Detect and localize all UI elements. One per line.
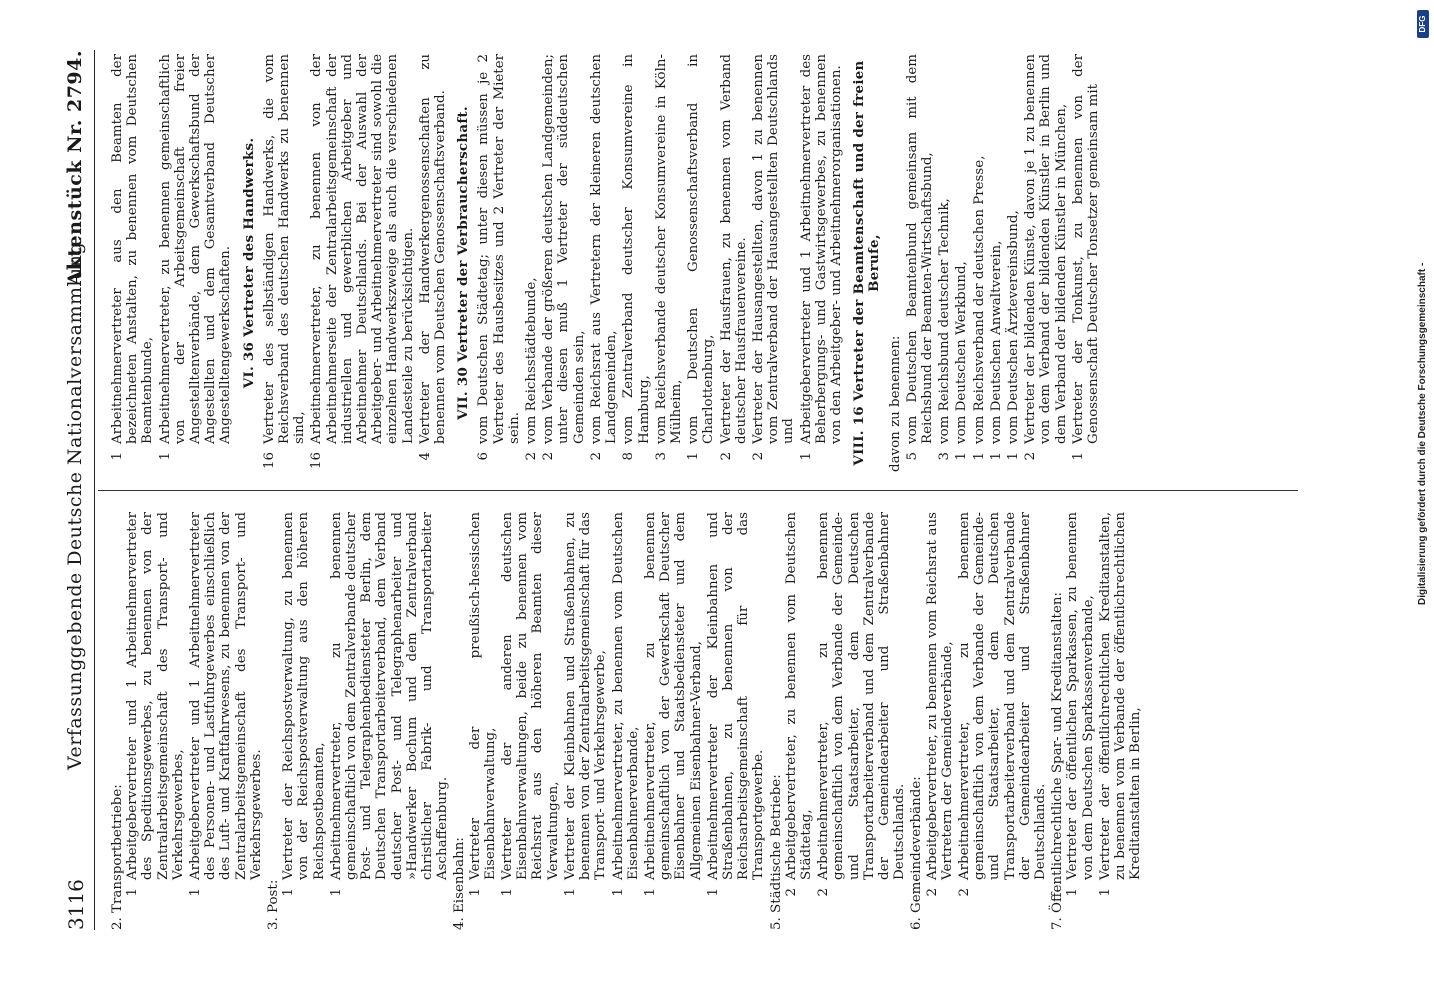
list-item: [329, 512, 451, 930]
list-item: [643, 512, 704, 930]
item-count: 1: [562, 888, 578, 897]
item-text: Arbeitnehmervertreter, zu benennen gemeinschaftlich von dem Verbande der Gemeinde- und Staatsarbeiter, dem Deutschen Transportarbeiterverband und dem Zentralverbande der Gemeindearbeiter und Straßenbahner Deutschlands.: [956, 512, 1048, 880]
list-item: [654, 54, 684, 472]
list-item: [784, 512, 814, 930]
page-number: 3116: [64, 879, 88, 930]
item-count: 2: [750, 452, 766, 461]
item-text: Vertreter der Handwerkergenossenschaften zu benennen vom Deutschen Genossenschaftsverband.: [417, 54, 449, 444]
item-count: 1: [188, 888, 204, 897]
item-count: 1: [954, 452, 970, 461]
list-item: [309, 54, 415, 472]
list-item: [468, 512, 498, 930]
list-item: [611, 512, 641, 930]
section-heading-civil-service: VIII. 16 Vertreter der Beamtenschaft und der freien Berufe,: [851, 60, 883, 466]
section-title: 5. Städtische Betriebe:: [768, 774, 784, 930]
list-item: [937, 54, 952, 472]
item-count: 16: [309, 452, 325, 470]
item-count: 1: [328, 888, 344, 897]
list-item: [686, 54, 716, 472]
list-item: [751, 54, 797, 472]
right-column: [110, 54, 1103, 472]
section-municipal-enterprises: [769, 512, 908, 930]
item-text: Vertreter der Hausangestellten, davon 1 zu benennen vom Zentralverband der Hausangestellten Deutschlands und: [750, 54, 797, 444]
item-text: Arbeitnehmervertreter, zu benennen gemeinschaftlich von der Arbeitsgemeinschaft freier Angestelltenverbände, dem Gewerkschaftsbund der Angestellten und dem Gesamtverband Deutscher Angestelltengewerkschaften.: [157, 54, 234, 444]
list-item: [1065, 512, 1095, 930]
item-count: 2: [524, 452, 540, 461]
item-count: 1: [686, 452, 702, 461]
item-count: 5: [904, 452, 920, 461]
item-text: Arbeitnehmervertreter, zu benennen gemeinschaftlich von dem Zentralverbande deutscher Post- und Telegraphenbediensteter Berlin, dem Deutschen Transportarbeiterverband, dem Verband deutscher Post- und Telegraphenarbeiter und »Handwerker Bochum und dem Zentralverband christlicher Fabrik- und Transportarbeiter Aschaffenburg.: [328, 512, 451, 880]
item-count: 1: [500, 888, 516, 897]
item-count: 3: [653, 452, 669, 461]
item-count: 1: [1065, 888, 1081, 897]
list-item: [719, 54, 749, 472]
item-text: Arbeitgebervertreter und 1 Arbeitnehmervertreter des Beherbergungs- und Gastwirtsgewerbes, zu benennen von den Arbeitgeber- und Arbeitnehmerorganisationen.: [798, 54, 844, 444]
item-count: 16: [261, 452, 277, 470]
item-count: 1: [705, 888, 721, 897]
section-heading-consumers: VII. 30 Vertreter der Verbraucherschaft.: [455, 106, 472, 420]
item-count: 1: [1097, 888, 1113, 897]
item-text: Arbeitnehmervertreter, zu benennen von der Arbeitnehmerseite der Zentralarbeitsgemeinschaft der industriellen und gewerblichen Arbeitgeber und Arbeitnehmer Deutschlands. Bei der Auswahl der Arbeitgeber- und Arbeitnehmervertreter sind sowohl die einzelnen Handwerkszweige als auch die verschiedenen Landesteile zu berücksichtigen.: [309, 54, 416, 444]
section-title: 7. Öffentlichrechtliche Spar- und Kreditanstalten:: [1050, 592, 1066, 930]
item-count: 2: [783, 888, 799, 897]
list-item: [706, 512, 767, 930]
item-text: Vertreter der bildenden Künste, davon je 1 zu benennen von dem Verband der bildenden Künstler in Berlin und dem Verband der bildenden Künstler in München,: [1023, 54, 1069, 444]
list-item: [418, 54, 448, 472]
section-post: [266, 512, 450, 930]
item-text: Vertreter der Hausfrauen, zu benennen vom Verband deutscher Hausfrauenvereine.: [718, 54, 749, 444]
item-count: 2: [956, 888, 972, 897]
list-item: [816, 512, 907, 930]
list-item: [500, 512, 561, 930]
item-text: vom Reichsverband der deutschen Presse,: [971, 155, 987, 444]
item-text: Arbeitnehmervertreter aus den Beamten der bezeichneten Anstalten, zu benennen vom Deutschen Beamtenbunde,: [110, 54, 156, 444]
digitization-credit: [1415, 10, 1429, 990]
item-text: Arbeitnehmervertreter, zu benennen vom Deutschen Eisenbahnerverbande,: [610, 512, 641, 880]
section-heading-crafts: VI. 36 Vertreter des Handwerks.: [240, 137, 257, 389]
item-count: 4: [417, 452, 433, 461]
list-item: [158, 54, 234, 472]
item-text: vom Zentralverband deutscher Konsumvereine in Hamburg,: [621, 54, 652, 444]
list-item: [541, 54, 587, 472]
list-item: [589, 54, 619, 472]
column-divider: [98, 490, 1298, 491]
item-text: Arbeitgebervertreter, zu benennen vom Deutschen Städtetag,: [783, 512, 814, 880]
item-count: 1: [642, 888, 658, 897]
section-transport: [110, 512, 264, 930]
item-count: 1: [125, 888, 141, 897]
list-item: [957, 512, 1048, 930]
list-item: [125, 512, 186, 930]
item-count: 2: [588, 452, 604, 461]
item-text: vom Verbande der größeren deutschen Landgemeinden; unter diesen muß 1 Vertreter der süddeutschen Gemeinden sein,: [541, 54, 587, 444]
item-count: 1: [988, 452, 1004, 461]
list-item: [1071, 54, 1101, 472]
item-text: Vertreter der Tonkunst, zu benennen von der Genossenschaft Deutscher Tonsetzer gemeinsam mit: [1070, 54, 1101, 444]
item-count: 1: [610, 888, 626, 897]
page-content: [58, 50, 1358, 930]
item-text: vom Reichsverbande deutscher Konsumvereine in Köln-Mülheim,: [653, 54, 684, 444]
item-text: vom Deutschen Anwaltverein,: [988, 240, 1004, 444]
item-count: 3: [937, 452, 953, 461]
dfg-logo: [1417, 10, 1429, 38]
item-text: Vertreter der öffentlichen Sparkassen, zu benennen von dem Deutschen Sparkassenverbande,: [1065, 512, 1096, 880]
item-text: vom Deutschen Genossenschaftsverband in Charlottenburg,: [686, 54, 717, 444]
item-count: 2: [541, 452, 557, 461]
list-item: [972, 54, 987, 472]
item-count: 1: [467, 888, 483, 897]
item-count: 1: [1005, 452, 1021, 461]
list-item: [621, 54, 651, 472]
section-title: 4. Eisenbahn:: [452, 837, 468, 930]
item-text: vom Deutschen Beamtenbund gemeinsam mit dem Reichsbund der Beamten-Wirtschaftsbund,: [904, 54, 935, 444]
item-count: 1: [971, 452, 987, 461]
item-text: vom Reichsrat aus Vertretern der kleineren deutschen Landgemeinden,: [588, 54, 620, 444]
list-item: [476, 54, 522, 472]
item-text: Arbeitnehmervertreter, zu benennen gemeinschaftlich von der Gewerkschaft Deutscher Eisenbahner und Staatsbediensteter und dem Allgemeinen Eisenbahner-Verband,: [642, 512, 704, 880]
list-item: [1098, 512, 1144, 930]
item-count: 2: [1023, 452, 1039, 461]
item-text: Vertreter der Reichspostverwaltung, zu benennen von der Reichspostverwaltung aus den höheren Reichspostbeamten,: [281, 512, 327, 880]
list-item: [524, 54, 539, 472]
running-title: Verfassunggebende Deutsche Nationalversammlung.: [64, 235, 86, 770]
list-item: [262, 54, 308, 472]
list-item: [925, 512, 955, 930]
list-item: [281, 512, 327, 930]
item-count: 1: [798, 452, 814, 461]
list-item: [989, 54, 1004, 472]
section-title: 6. Gemeindeverbände:: [909, 776, 925, 930]
item-count: 1: [1070, 452, 1086, 461]
item-text: Vertreter des selbständigen Handwerks, die vom Reichsverband des deutschen Handwerks zu benennen sind,: [261, 54, 308, 444]
section-note: davon zu benennen:: [887, 335, 903, 472]
item-text: vom Reichsbund deutscher Technik,: [937, 198, 953, 444]
item-text: vom Deutschen Werkbund,: [954, 261, 970, 444]
item-count: 2: [924, 888, 940, 897]
document-page: [0, 10, 1395, 990]
list-item: [799, 54, 845, 472]
item-text: Vertreter der Kleinbahnen und Straßenbahnen, zu benennen von der Zentralarbeitsgemeinschaft für das Transport- und Verkehrsgewerbe,: [562, 512, 609, 880]
item-text: vom Deutschen Städtetag; unter diesen müssen je 2 Vertreter des Hausbesitzes und 2 Vertreter der Mieter sein.: [476, 54, 522, 444]
item-text: vom Reichsstädtebunde,: [524, 277, 540, 444]
section-credit-institutions: [1050, 512, 1143, 930]
item-text: Arbeitgebervertreter und 1 Arbeitnehmervertreter des Personen- und Lastfuhrgewerbes einschließlich des Luft- und Kraftfahrwesens, zu benennen von der Zentralarbeitsgemeinschaft des Transport- und Verkehrsgewerbes.: [188, 512, 264, 880]
item-count: 6: [476, 452, 492, 461]
item-count: 1: [110, 452, 125, 461]
dfg-logo-text: DFG: [1418, 15, 1427, 33]
list-item: [563, 512, 609, 930]
section-railway: [452, 512, 766, 930]
item-count: 1: [157, 452, 173, 461]
list-item: [954, 54, 969, 472]
list-item: [905, 54, 935, 472]
item-text: Vertreter der anderen deutschen Eisenbahnverwaltungen, beide zu benennen vom Reichsrat aus den höheren Beamten dieser Verwaltungen,: [500, 512, 561, 880]
page-header: [58, 50, 95, 930]
list-item: [1006, 54, 1021, 472]
item-text: vom Deutschen Ärztevereinsbund,: [1005, 210, 1021, 444]
section-municipal-associations: [909, 512, 1048, 930]
list-item: [1023, 54, 1069, 472]
digitization-credit-text: Digitalisierung gefördert durch die Deutsche Forschungsgemeinschaft -: [1417, 262, 1428, 605]
list-item: [188, 512, 264, 930]
item-text: Arbeitgebervertreter, zu benennen vom Reichsrat aus Vertretern der Gemeindeverbände,: [924, 512, 955, 880]
item-count: 2: [718, 452, 734, 461]
list-item: [110, 54, 156, 472]
item-text: Vertreter der preußisch-hessischen Eisenbahnverwaltung,: [467, 512, 498, 880]
left-column: [110, 512, 1145, 930]
item-count: 2: [816, 888, 832, 897]
item-text: Arbeitnehmervertreter, zu benennen gemeinschaftlich von dem Verbande der Gemeinde- und Staatsarbeiter, dem Deutschen Transportarbeiterverband und dem Zentralverbande der Gemeindearbeiter und Straßenbahner Deutschlands.: [816, 512, 908, 880]
item-text: Vertreter der öffentlichrechtlichen Kreditanstalten, zu benennen vom Verbande der öffentlichrechtlichen Kreditanstalten in Berlin,: [1097, 512, 1144, 880]
item-text: Arbeitgebervertreter und 1 Arbeitnehmervertreter des Speditionsgewerbes, zu benennen von der Zentralarbeitsgemeinschaft des Transport- und Verkehrsgewerbes,: [125, 512, 186, 880]
document-reference: Aktenstück Nr. 2794.: [64, 50, 86, 286]
section-title: 2. Transportbetriebe:: [110, 784, 125, 930]
item-count: 1: [281, 888, 297, 897]
section-title: 3. Post:: [266, 879, 282, 930]
item-count: 8: [621, 452, 637, 461]
item-text: Arbeitnehmervertreter der Kleinbahnen und Straßenbahnen, zu benennen von der Reichsarbeitsgemeinschaft für das Transportgewerbe.: [705, 512, 767, 880]
